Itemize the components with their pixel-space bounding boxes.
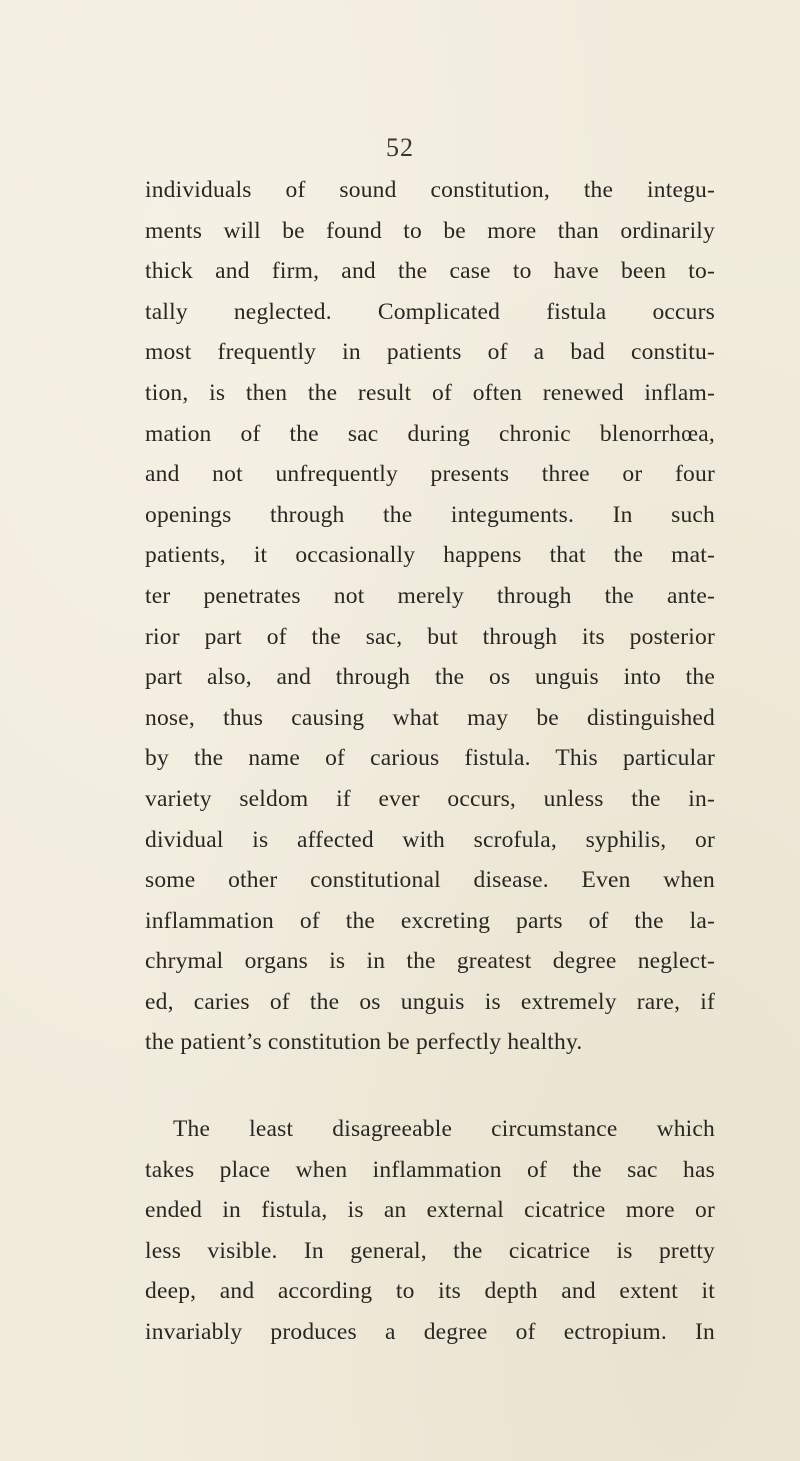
text-line: tion, is then the result of often renewed inflam- bbox=[145, 379, 715, 406]
text-line: ended in fistula, is an external cicatrice more or bbox=[145, 1197, 715, 1224]
text-line: part also, and through the os unguis into the bbox=[145, 664, 715, 691]
text-line: tally neglected. Complicated fistula occurs bbox=[145, 298, 715, 325]
text-line: ter penetrates not merely through the ante- bbox=[145, 582, 715, 609]
text-line: patients, it occasionally happens that the mat- bbox=[145, 542, 715, 569]
text-line: mation of the sac during chronic blenorrhœa, bbox=[145, 420, 715, 447]
text-line: openings through the integuments. In such bbox=[145, 501, 715, 528]
text-line: the patient’s constitution be perfectly healthy. bbox=[145, 1029, 583, 1056]
paragraph-1 bbox=[145, 170, 715, 1063]
page-number: 52 bbox=[386, 133, 414, 162]
text-line: most frequently in patients of a bad constitu- bbox=[145, 339, 715, 366]
text-line: and not unfrequently presents three or four bbox=[145, 461, 715, 488]
text-line: nose, thus causing what may be distinguished bbox=[145, 704, 715, 731]
text-line: less visible. In general, the cicatrice is pretty bbox=[145, 1237, 715, 1264]
text-line: thick and firm, and the case to have been to- bbox=[145, 258, 715, 285]
text-line: invariably produces a degree of ectropium. In bbox=[145, 1318, 715, 1345]
text-line: deep, and according to its depth and extent it bbox=[145, 1278, 715, 1305]
text-line: chrymal organs is in the greatest degree neglect- bbox=[145, 948, 715, 975]
text-line: ments will be found to be more than ordinarily bbox=[145, 217, 715, 244]
text-line: by the name of carious fistula. This particular bbox=[145, 745, 715, 772]
text-line: inflammation of the excreting parts of the la- bbox=[145, 907, 715, 934]
text-line: some other constitutional disease. Even when bbox=[145, 867, 715, 894]
text-line: ed, caries of the os unguis is extremely rare, if bbox=[145, 988, 715, 1015]
text-line: takes place when inflammation of the sac has bbox=[145, 1156, 715, 1183]
paragraph-2 bbox=[145, 1109, 715, 1353]
text-line: individuals of sound constitution, the integu- bbox=[145, 177, 715, 203]
text-line: rior part of the sac, but through its posterior bbox=[145, 623, 715, 650]
text-line: variety seldom if ever occurs, unless the in- bbox=[145, 785, 715, 812]
text-line: The least disagreeable circumstance which bbox=[173, 1116, 715, 1142]
text-line: dividual is affected with scrofula, syphilis, or bbox=[145, 826, 715, 853]
